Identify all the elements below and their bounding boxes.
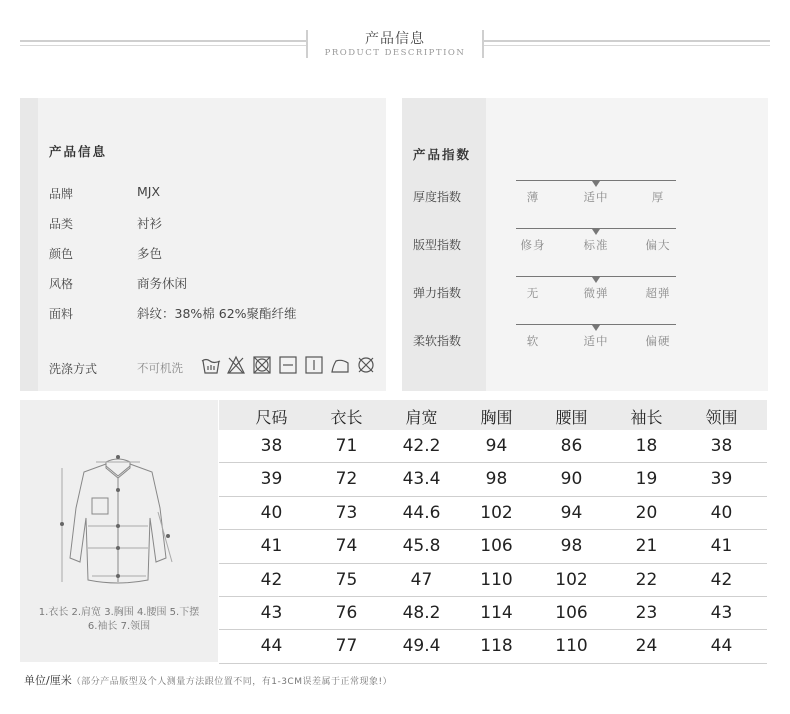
section-header: [0, 0, 790, 70]
diagram-caption-2: 6.袖长 7.领围: [87, 621, 151, 632]
table-cell: 102: [480, 502, 513, 523]
table-cell: 40: [260, 502, 283, 523]
table-header-cell: 领围: [705, 408, 738, 427]
index-label: 厚度指数: [413, 190, 462, 204]
table-header-cell: 衣长: [330, 408, 363, 427]
table-cell: 22: [635, 569, 658, 590]
footer-disclaimer: （部分产品版型及个人测量方法跟位置不同，有1-3CM误差属于正常现象!）: [71, 677, 393, 687]
line-dry-icon: [280, 357, 296, 373]
table-cell: 118: [480, 636, 513, 657]
table-cell: 42: [260, 569, 283, 590]
hand-wash-icon: [202, 360, 220, 374]
table-row-divider: [219, 629, 767, 630]
header-title: 产品信息: [365, 31, 425, 47]
table-cell: 18: [635, 436, 658, 456]
table-cell: 45.8: [402, 536, 441, 557]
shirt-diagram-icon: [48, 448, 188, 598]
index-label: 弹力指数: [413, 286, 462, 300]
table-header-cell: 肩宽: [405, 408, 438, 427]
table-cell: 21: [635, 536, 658, 557]
table-cell: 47: [410, 569, 433, 590]
table-cell: 44: [710, 636, 733, 657]
table-cell: 71: [335, 436, 358, 456]
index-option: 薄: [526, 190, 540, 204]
table-cell: 43: [260, 603, 283, 623]
index-selected-marker: [592, 325, 600, 331]
index-selected-marker: [592, 181, 600, 187]
table-header-cell: 尺码: [255, 408, 288, 427]
index-option: 标准: [583, 238, 609, 252]
index-option: 偏硬: [645, 334, 671, 348]
table-cell: 43: [710, 603, 733, 623]
table-cell: 41: [710, 536, 733, 557]
iron-icon: [332, 360, 348, 372]
table-cell: 98: [485, 469, 508, 490]
table-row-divider: [219, 596, 767, 597]
info-value: 斜纹：38%棉 62%聚酯纤维: [137, 306, 297, 321]
wash-value: 不可机洗: [137, 361, 183, 375]
index-option: 软: [526, 334, 540, 348]
table-header-cell: 胸围: [480, 408, 513, 427]
table-row-divider: [219, 462, 767, 463]
info-label: 品类: [49, 217, 74, 231]
table-cell: 90: [560, 469, 583, 490]
index-option: 修身: [520, 238, 546, 252]
table-cell: 19: [635, 469, 658, 490]
table-cell: 76: [335, 603, 358, 623]
table-cell: 41: [260, 536, 283, 557]
info-value: MJX: [137, 184, 161, 199]
table-cell: 74: [335, 536, 358, 557]
table-cell: 38: [260, 436, 283, 456]
info-value: 衬衫: [137, 216, 163, 231]
table-cell: 48.2: [402, 603, 441, 623]
index-option: 适中: [583, 334, 609, 348]
index-label: 版型指数: [413, 238, 462, 252]
index-option: 微弹: [583, 286, 609, 300]
panel-strip: [20, 98, 38, 391]
table-cell: 42.2: [402, 436, 441, 456]
unit-label: 单位/厘米: [24, 674, 72, 687]
table-row-divider: [219, 496, 767, 497]
info-value: 多色: [137, 246, 163, 261]
index-option: 超弹: [645, 286, 671, 300]
table-cell: 106: [480, 536, 513, 557]
index-option: 适中: [583, 190, 609, 204]
table-cell: 110: [555, 636, 588, 657]
info-value: 商务休闲: [137, 276, 188, 291]
table-cell: 23: [635, 603, 658, 623]
product-index-title: 产品指数: [413, 147, 472, 162]
info-label: 品牌: [49, 187, 74, 201]
table-cell: 72: [335, 469, 358, 490]
table-cell: 86: [560, 436, 583, 456]
diagram-caption-1: 1.衣长 2.肩宽 3.胸围 4.腰围 5.下摆: [38, 607, 200, 618]
index-option: 偏大: [645, 238, 671, 252]
index-selected-marker: [592, 229, 600, 235]
index-option: 厚: [651, 190, 665, 204]
table-cell: 102: [555, 569, 588, 590]
table-cell: 42: [710, 569, 733, 590]
table-cell: 43.4: [402, 469, 441, 490]
table-row-divider: [219, 663, 767, 664]
table-cell: 106: [555, 603, 588, 623]
wash-label: 洗涤方式: [49, 362, 98, 376]
info-label: 颜色: [49, 247, 74, 261]
footer-note: [24, 672, 392, 688]
table-cell: 114: [480, 603, 513, 623]
table-cell: 20: [635, 502, 658, 523]
drip-dry-icon: [306, 357, 322, 373]
wash-icons: [200, 354, 380, 376]
index-option: 无: [526, 286, 540, 300]
no-bleach-icon: [228, 357, 244, 373]
table-cell: 39: [260, 469, 283, 490]
table-row-divider: [219, 563, 767, 564]
info-label: 风格: [49, 277, 74, 291]
table-cell: 75: [335, 569, 358, 590]
no-tumble-dry-icon: [254, 357, 270, 373]
no-dry-clean-icon: [359, 358, 373, 372]
table-cell: 24: [635, 636, 658, 657]
table-cell: 98: [560, 536, 583, 557]
table-cell: 40: [710, 502, 733, 523]
table-cell: 73: [335, 502, 358, 523]
table-cell: 39: [710, 469, 733, 490]
table-cell: 49.4: [402, 636, 441, 657]
info-label: 面料: [49, 307, 74, 321]
table-cell: 44: [260, 636, 283, 657]
table-cell: 94: [485, 436, 508, 456]
table-cell: 94: [560, 502, 583, 523]
table-cell: 44.6: [402, 502, 441, 523]
table-cell: 38: [710, 436, 733, 456]
table-row-divider: [219, 529, 767, 530]
table-header-cell: 腰围: [555, 408, 588, 427]
product-info-title: 产品信息: [49, 144, 108, 159]
index-label: 柔软指数: [413, 334, 462, 348]
table-cell: 110: [480, 569, 513, 590]
table-header-cell: 袖长: [630, 408, 663, 427]
header-subtitle: PRODUCT DESCRIPTION: [324, 48, 466, 58]
table-cell: 77: [335, 636, 358, 657]
index-selected-marker: [592, 277, 600, 283]
